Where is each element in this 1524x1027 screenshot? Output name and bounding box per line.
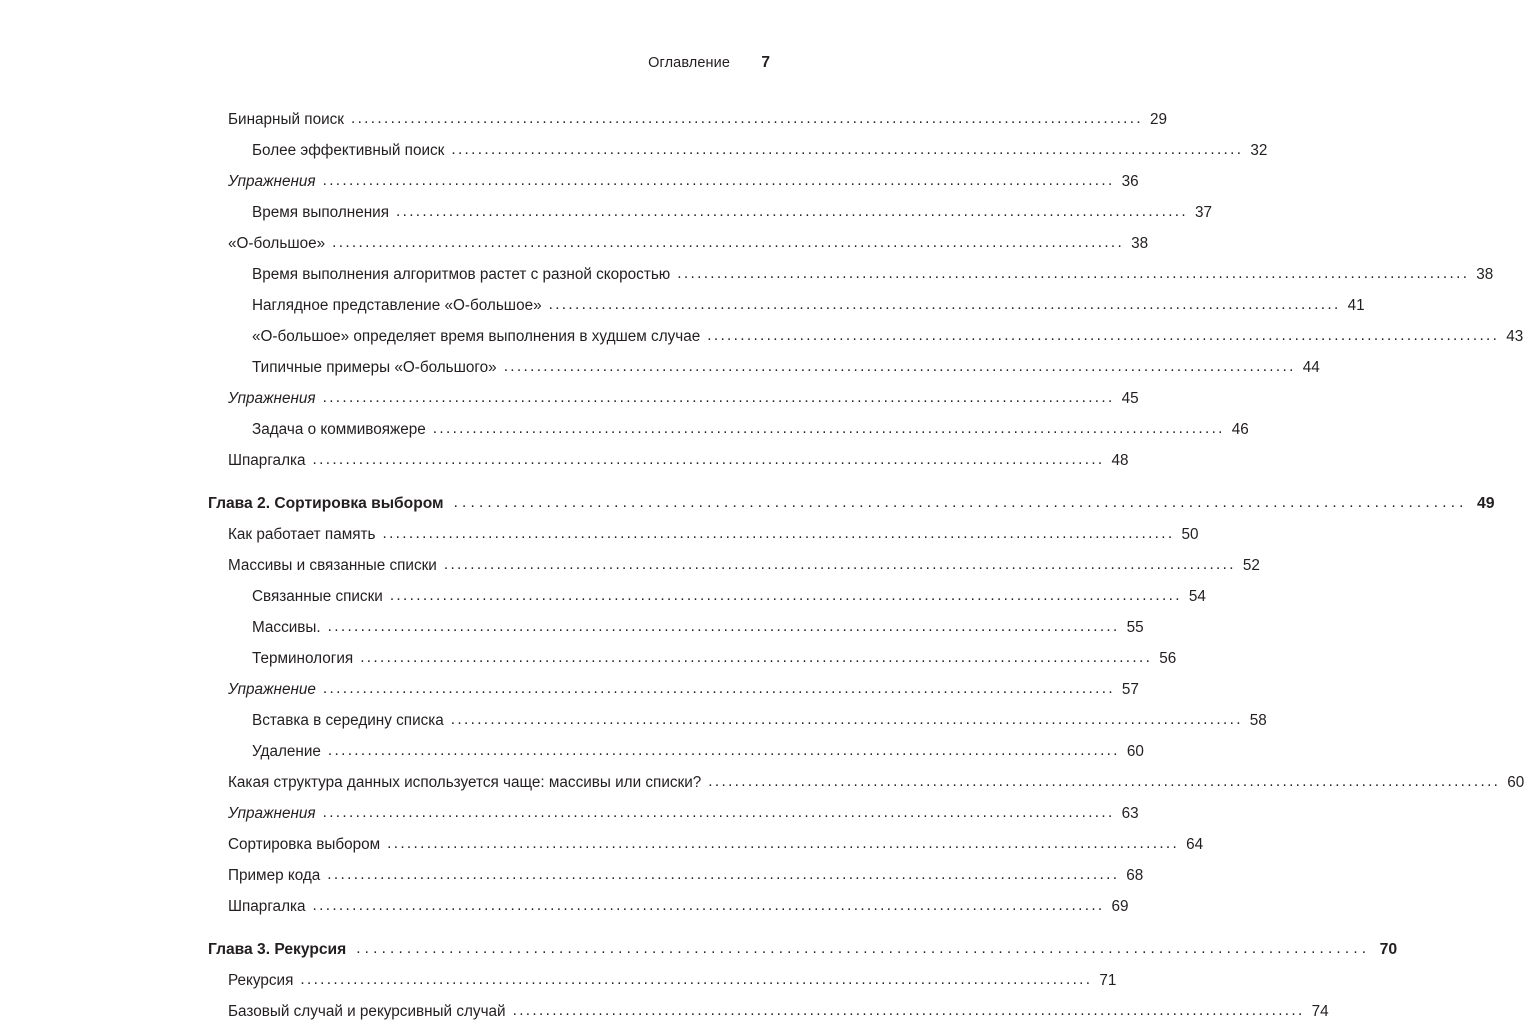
toc-entry-label: Рекурсия bbox=[228, 972, 294, 989]
toc-entry-page-number: 36 bbox=[1121, 173, 1139, 190]
toc-entry-page-number: 43 bbox=[1506, 328, 1524, 345]
toc-entry-page-number: 49 bbox=[1477, 495, 1495, 512]
toc-entry[interactable] bbox=[208, 965, 1117, 996]
toc-entry[interactable] bbox=[208, 996, 1329, 1027]
toc-entry[interactable] bbox=[208, 705, 1267, 736]
toc-entry-page-number: 46 bbox=[1231, 421, 1249, 438]
toc-leader-dots bbox=[323, 382, 1115, 413]
toc-leader-dots bbox=[382, 518, 1174, 549]
toc-entry-label: Упражнения bbox=[228, 173, 316, 190]
toc-entry-label: Какая структура данных используется чаще: массивы или списки? bbox=[228, 774, 702, 791]
toc-entry-label: Упражнение bbox=[228, 681, 316, 698]
toc-leader-dots bbox=[707, 320, 1499, 351]
running-head-page-number: 7 bbox=[761, 54, 770, 71]
toc-entry-page-number: 71 bbox=[1099, 972, 1117, 989]
toc-entry-label: Шпаргалка bbox=[228, 898, 306, 915]
toc-leader-dots bbox=[549, 289, 1341, 320]
toc-entry-label: «О-большое» bbox=[228, 235, 326, 252]
toc-entry[interactable] bbox=[208, 891, 1129, 922]
toc-leader-dots bbox=[433, 413, 1225, 444]
toc-leader-dots bbox=[300, 964, 1092, 995]
running-head bbox=[208, 54, 770, 72]
running-head-title: Оглавление bbox=[648, 55, 730, 71]
toc-entry-page-number: 69 bbox=[1111, 898, 1129, 915]
toc-entry[interactable] bbox=[208, 197, 1212, 228]
toc-entry-page-number: 74 bbox=[1311, 1003, 1329, 1020]
toc-entry-label: «О-большое» определяет время выполнения в худшем случае bbox=[252, 328, 701, 345]
toc-leader-dots bbox=[454, 487, 1468, 518]
toc-entry-page-number: 56 bbox=[1159, 650, 1177, 667]
toc-entry-page-number: 68 bbox=[1126, 867, 1144, 884]
toc-entry[interactable] bbox=[208, 166, 1139, 197]
toc-entry-page-number: 29 bbox=[1149, 111, 1167, 128]
toc-leader-dots bbox=[313, 444, 1105, 475]
toc-leader-dots bbox=[313, 890, 1105, 921]
toc-entry-page-number: 58 bbox=[1249, 712, 1267, 729]
toc-leader-dots bbox=[513, 995, 1305, 1026]
toc-entry-label: Более эффективный поиск bbox=[252, 142, 445, 159]
toc-entry-label: Упражнения bbox=[228, 805, 316, 822]
toc-leader-dots bbox=[323, 673, 1115, 704]
toc-chapter-entry[interactable] bbox=[208, 488, 1495, 519]
toc-entry-label: Задача о коммивояжере bbox=[252, 421, 426, 438]
toc-entry-page-number: 38 bbox=[1476, 266, 1494, 283]
table-of-contents bbox=[208, 104, 1524, 1027]
toc-entry-page-number: 32 bbox=[1250, 142, 1268, 159]
toc-entry-label: Базовый случай и рекурсивный случай bbox=[228, 1003, 506, 1020]
toc-leader-dots bbox=[451, 704, 1243, 735]
toc-entry-label: Глава 2. Сортировка выбором bbox=[208, 495, 444, 512]
toc-leader-dots bbox=[444, 549, 1236, 580]
toc-entry-page-number: 60 bbox=[1126, 743, 1144, 760]
toc-entry-page-number: 37 bbox=[1194, 204, 1212, 221]
toc-chapter-entry[interactable] bbox=[208, 934, 1398, 965]
toc-entry[interactable] bbox=[208, 321, 1524, 352]
toc-entry[interactable] bbox=[208, 383, 1139, 414]
toc-entry-page-number: 64 bbox=[1186, 836, 1204, 853]
toc-leader-dots bbox=[323, 797, 1115, 828]
toc-entry-page-number: 55 bbox=[1126, 619, 1144, 636]
toc-entry-page-number: 60 bbox=[1507, 774, 1524, 791]
toc-entry-label: Время выполнения bbox=[252, 204, 389, 221]
toc-entry-page-number: 38 bbox=[1131, 235, 1149, 252]
toc-entry-page-number: 54 bbox=[1188, 588, 1206, 605]
toc-leader-dots bbox=[390, 580, 1182, 611]
toc-leader-dots bbox=[387, 828, 1179, 859]
toc-entry[interactable] bbox=[208, 798, 1139, 829]
toc-leader-dots bbox=[708, 766, 1500, 797]
toc-entry[interactable] bbox=[208, 550, 1260, 581]
toc-entry-label: Терминология bbox=[252, 650, 354, 667]
toc-entry[interactable] bbox=[208, 445, 1129, 476]
toc-leader-dots bbox=[332, 227, 1124, 258]
toc-entry-label: Типичные примеры «О-большого» bbox=[252, 359, 497, 376]
toc-entry-page-number: 50 bbox=[1181, 526, 1199, 543]
toc-entry[interactable] bbox=[208, 352, 1320, 383]
toc-entry-label: Упражнения bbox=[228, 390, 316, 407]
toc-entry-label: Вставка в середину списка bbox=[252, 712, 444, 729]
toc-entry-page-number: 41 bbox=[1347, 297, 1365, 314]
toc-entry-page-number: 45 bbox=[1121, 390, 1139, 407]
toc-entry[interactable] bbox=[208, 736, 1144, 767]
toc-leader-dots bbox=[451, 134, 1243, 165]
toc-entry-page-number: 57 bbox=[1121, 681, 1139, 698]
toc-entry[interactable] bbox=[208, 414, 1249, 445]
toc-entry[interactable] bbox=[208, 135, 1268, 166]
toc-entry-page-number: 52 bbox=[1242, 557, 1260, 574]
toc-entry[interactable] bbox=[208, 259, 1494, 290]
toc-entry-label: Связанные списки bbox=[252, 588, 383, 605]
toc-entry[interactable] bbox=[208, 767, 1524, 798]
toc-entry-page-number: 48 bbox=[1111, 452, 1129, 469]
toc-entry[interactable] bbox=[208, 290, 1365, 321]
toc-leader-dots bbox=[327, 859, 1119, 890]
toc-leader-dots bbox=[328, 735, 1120, 766]
toc-entry-page-number: 63 bbox=[1121, 805, 1139, 822]
toc-entry[interactable] bbox=[208, 860, 1144, 891]
toc-entry-label: Наглядное представление «О-большое» bbox=[252, 297, 542, 314]
toc-entry-page-number: 70 bbox=[1379, 941, 1398, 958]
toc-entry-label: Удаление bbox=[252, 743, 321, 760]
toc-entry[interactable] bbox=[208, 674, 1139, 705]
toc-leader-dots bbox=[323, 165, 1115, 196]
toc-leader-dots bbox=[328, 611, 1120, 642]
toc-leader-dots bbox=[396, 196, 1188, 227]
toc-entry-label: Массивы и связанные списки bbox=[228, 557, 437, 574]
toc-entry[interactable] bbox=[208, 581, 1206, 612]
toc-entry-label: Как работает память bbox=[228, 526, 376, 543]
toc-entry-label: Глава 3. Рекурсия bbox=[208, 941, 347, 958]
toc-leader-dots bbox=[351, 103, 1143, 134]
toc-entry-label: Шпаргалка bbox=[228, 452, 306, 469]
toc-entry[interactable] bbox=[208, 104, 1167, 135]
toc-entry-label: Массивы. bbox=[252, 619, 321, 636]
toc-entry-label: Бинарный поиск bbox=[228, 111, 344, 128]
toc-entry-label: Время выполнения алгоритмов растет с разной скоростью bbox=[252, 266, 671, 283]
toc-entry-label: Сортировка выбором bbox=[228, 836, 381, 853]
toc-leader-dots bbox=[504, 351, 1296, 382]
toc-entry[interactable] bbox=[208, 519, 1199, 550]
toc-entry[interactable] bbox=[208, 643, 1177, 674]
toc-entry-label: Пример кода bbox=[228, 867, 321, 884]
toc-entry[interactable] bbox=[208, 829, 1204, 860]
toc-entry-page-number: 44 bbox=[1302, 359, 1320, 376]
toc-entry[interactable] bbox=[208, 612, 1144, 643]
toc-leader-dots bbox=[677, 258, 1469, 289]
toc-leader-dots bbox=[356, 933, 1370, 964]
toc-entry[interactable] bbox=[208, 228, 1149, 259]
toc-leader-dots bbox=[360, 642, 1152, 673]
